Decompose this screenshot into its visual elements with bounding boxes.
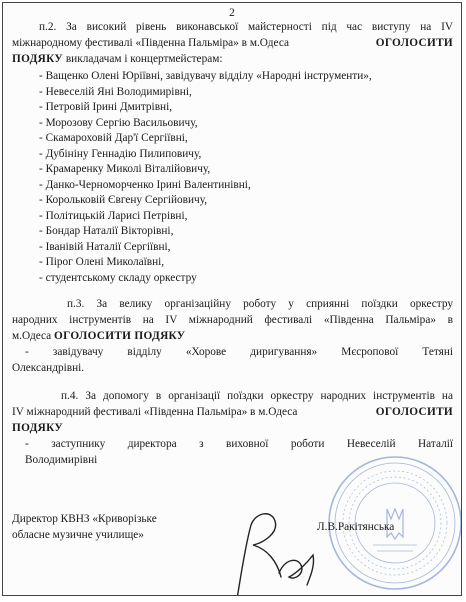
p3-line-4: - завідувачу відділу «Хорове диригування» Мєсропової Тетяні xyxy=(25,346,453,358)
list-item: - Скамароховій Дар'ї Сергіївні, xyxy=(39,132,188,144)
p3-line-3 xyxy=(12,328,185,344)
list-item: - Іванівій Наталії Сергіївні, xyxy=(39,240,171,253)
p2-thanks-caps: ПОДЯКУ xyxy=(12,53,63,65)
list-item: - Ващенко Олені Юріївні, завідувачу відділу «Народні інструменти», xyxy=(39,70,372,82)
p2-line-2 xyxy=(12,35,453,51)
signer-name: Л.В.Ракітянська xyxy=(317,521,395,533)
p2-line-1: п.2. За високий рівень виконавської майстерності під час виступу на IV xyxy=(39,21,453,33)
page-number: 2 xyxy=(229,7,235,19)
director-title-line-1: Директор КВНЗ «Криворізьке xyxy=(12,513,157,525)
p4-line-2 xyxy=(12,404,453,420)
p4-line-2-text: IV міжнародний фестивалі «Південна Пальміра» в м.Одеса xyxy=(12,406,298,418)
p3-line-5: Олександрівні. xyxy=(12,362,85,374)
p3-line-1: п.3. За велику організаційну роботу у сприянні поїздки оркестру xyxy=(67,298,453,310)
p4-line-4: - заступнику директора з виховної роботи Невеселій Наталії xyxy=(25,438,453,450)
p3-line-3-text: м.Одеса xyxy=(12,330,52,342)
p3-line-2: народних інструментів на IV міжнародний фестивалі «Південна Пальміра» в xyxy=(12,314,453,326)
p4-line-5: Володимирівні xyxy=(25,454,98,466)
p2-recipients-list xyxy=(39,69,372,286)
p2-line-3-text: викладачам і концертмейстерам: xyxy=(65,53,223,65)
list-item: - Бондар Наталії Вікторівні, xyxy=(39,225,174,237)
list-item: - Пірог Олені Миколаївні, xyxy=(39,256,165,268)
p2-line-2-text: міжнародному фестивалі «Південна Пальміра» в м.Одеса xyxy=(12,37,290,49)
list-item: - Політицькій Ларисі Петрівні, xyxy=(39,209,188,222)
list-item: - Дубініну Геннадію Пилиповичу, xyxy=(39,147,202,160)
p3-announce-caps: ОГОЛОСИТИ ПОДЯКУ xyxy=(54,330,186,342)
handwritten-signature xyxy=(223,503,328,596)
list-item: - Корольковій Євгену Сергійовичу, xyxy=(39,194,208,206)
director-title-line-2: обласне музичне училище» xyxy=(12,529,144,541)
p2-announce-caps: ОГОЛОСИТИ xyxy=(375,37,453,49)
p2-line-3 xyxy=(12,51,223,67)
document-page xyxy=(2,2,462,596)
p4-line-1: п.4. За допомогу в організації поїздки оркестру народних інструментів на xyxy=(61,390,453,402)
list-item: - Крамаренку Миколі Віталійовичу, xyxy=(39,163,211,175)
p4-line-3 xyxy=(12,420,63,436)
p4-announce-caps: ОГОЛОСИТИ xyxy=(375,406,453,418)
list-item: - Невеселій Яні Володимирівні, xyxy=(39,85,192,98)
list-item: - Петровій Ірині Дмитрівні, xyxy=(39,101,173,113)
p4-thanks-caps: ПОДЯКУ xyxy=(12,422,63,434)
list-item: - Данко-Черноморченко Ірині Валентинівні, xyxy=(39,178,251,191)
list-item: - Морозову Сергію Васильовичу, xyxy=(39,116,198,129)
list-item: - студентському складу оркестру xyxy=(39,271,197,284)
